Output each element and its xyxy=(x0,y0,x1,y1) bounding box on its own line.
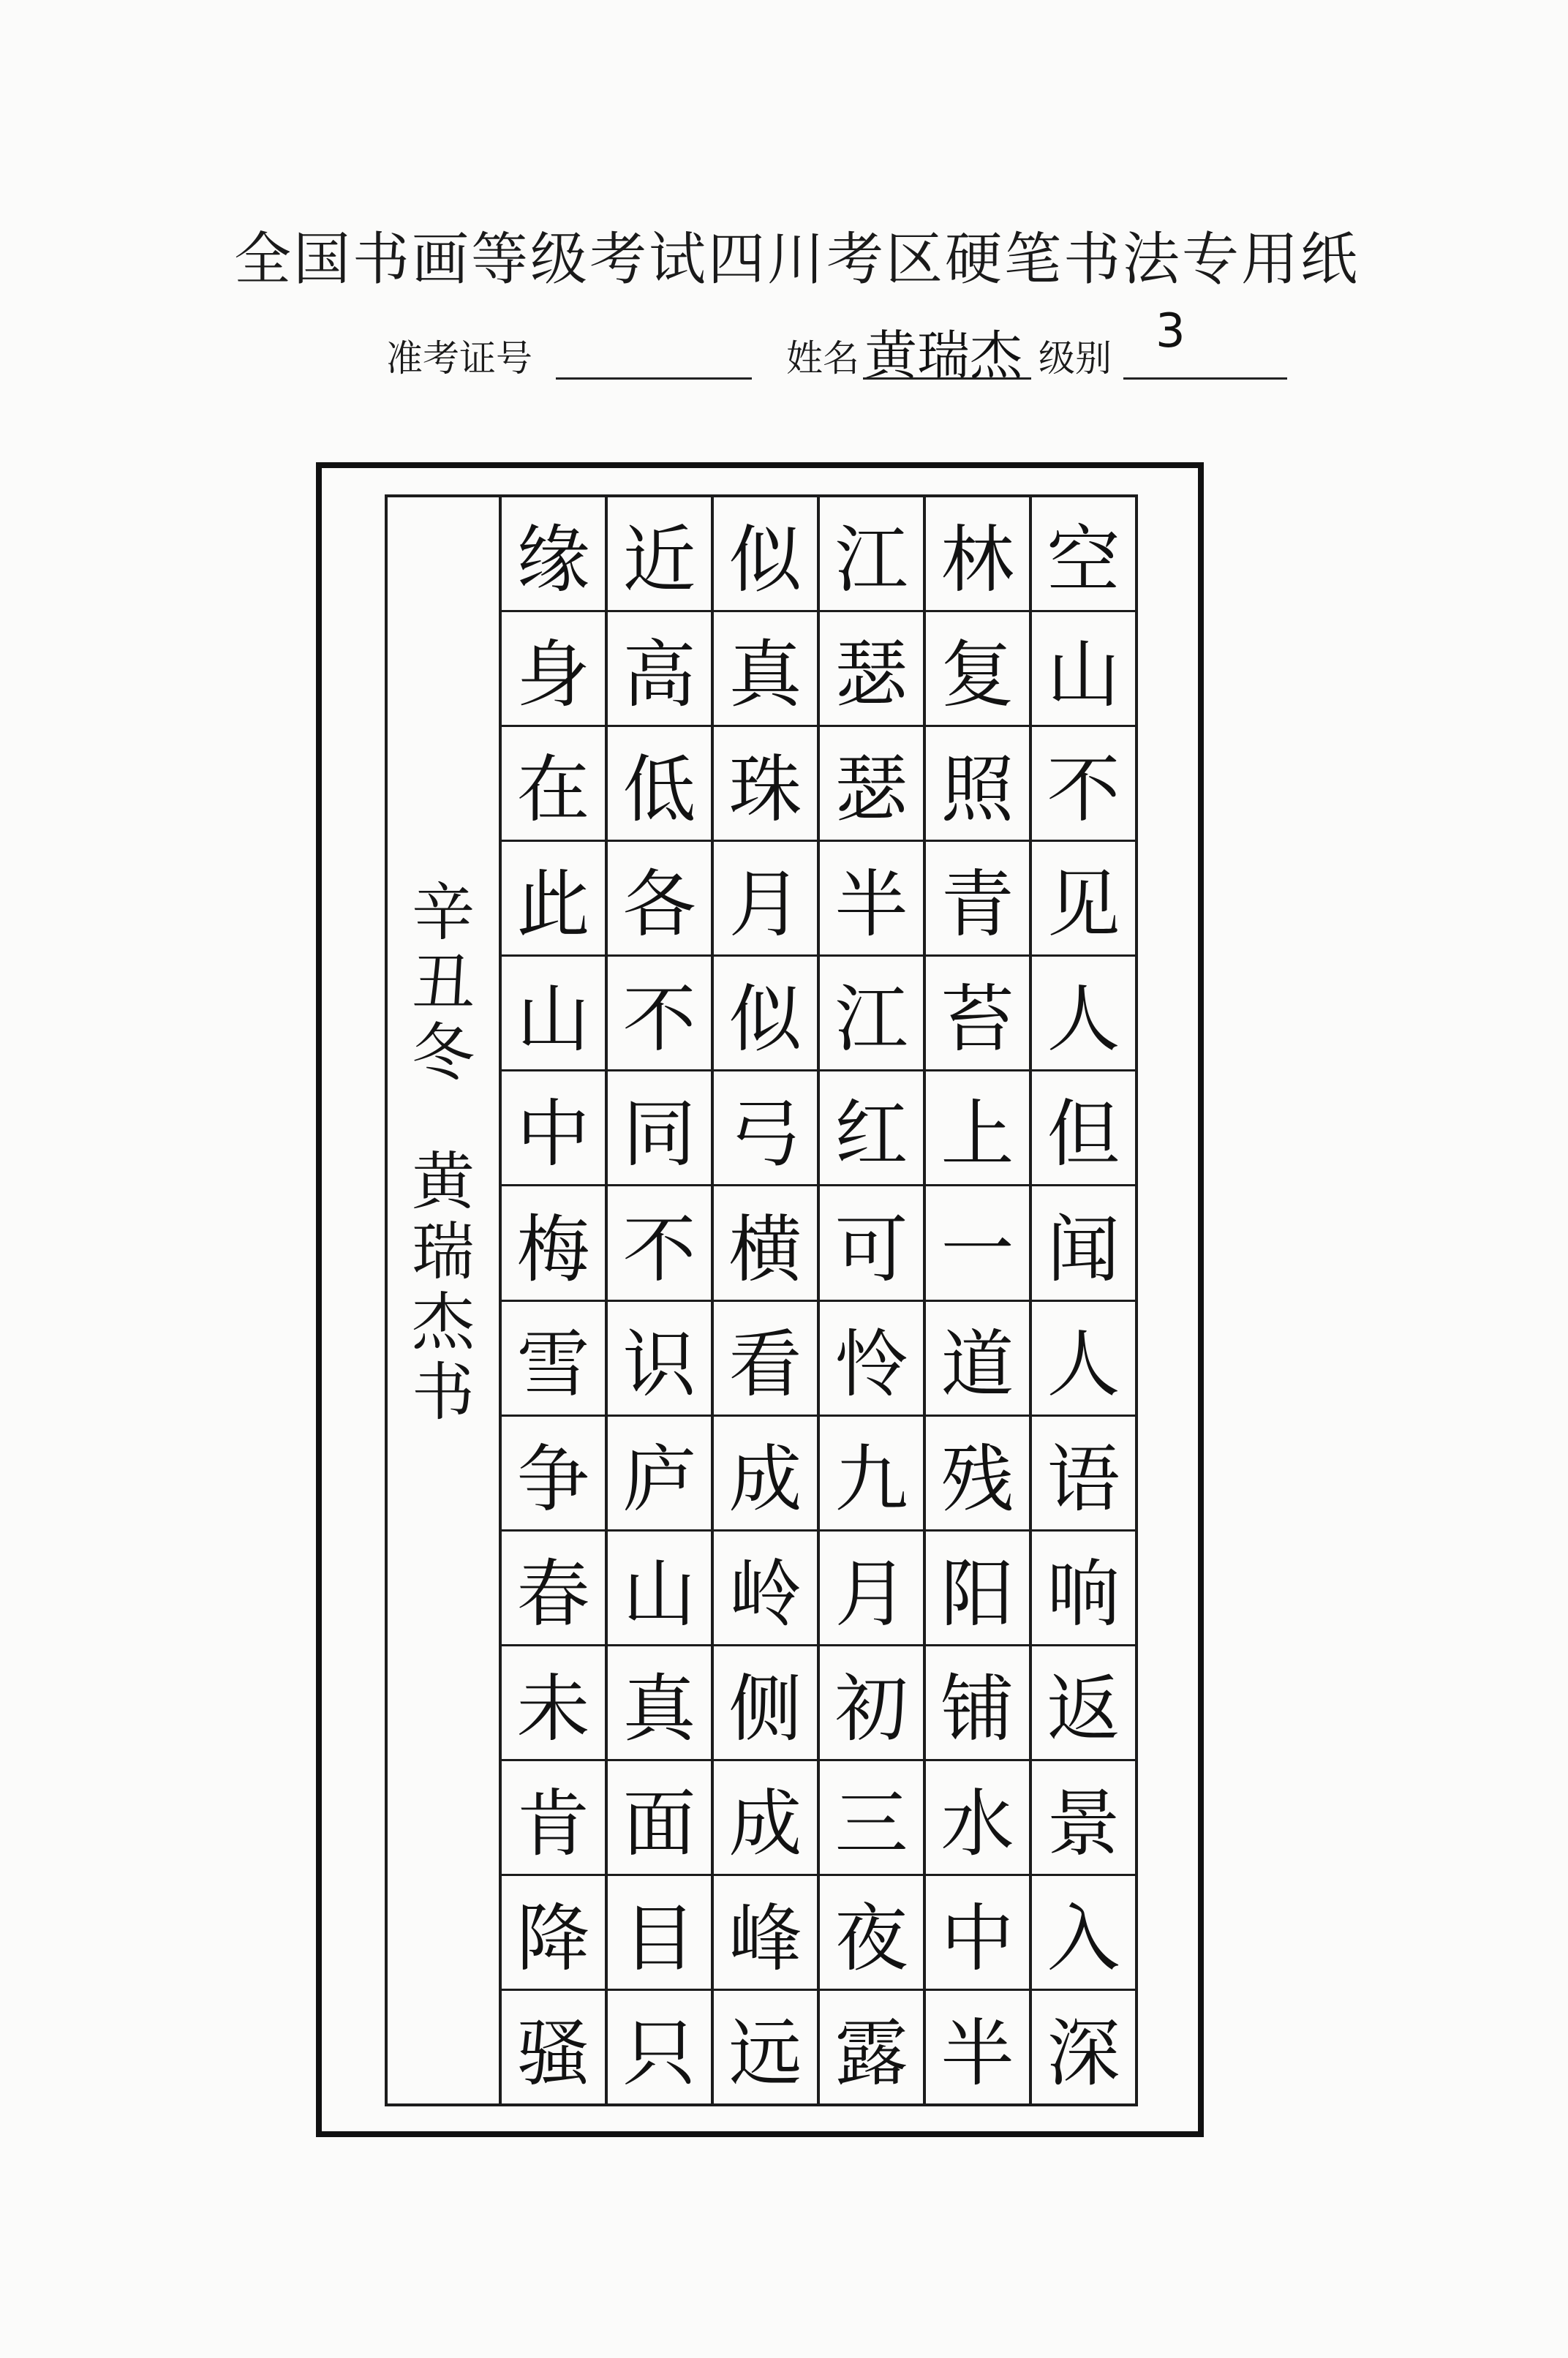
grid-cell: 人 xyxy=(1032,957,1135,1071)
grid-cell: 高 xyxy=(608,612,711,727)
grid-cell: 只 xyxy=(622,2011,696,2097)
grid-cell: 林 xyxy=(926,497,1029,612)
grid-cell: 真 xyxy=(714,612,817,727)
grid-cell: 阳 xyxy=(926,1532,1029,1646)
name-label: 姓名 xyxy=(786,337,859,380)
signature-char: 书 xyxy=(412,1356,475,1429)
grid-cell: 道 xyxy=(926,1302,1029,1417)
grid-cell: 半 xyxy=(820,842,923,957)
grid-cell: 不 xyxy=(608,1186,711,1301)
grid-column xyxy=(714,497,820,2103)
grid-cell: 苔 xyxy=(926,957,1029,1071)
grid-cell: 中 xyxy=(502,1071,605,1186)
grid-cell: 弓 xyxy=(714,1071,817,1186)
writing-grid xyxy=(385,494,1138,2106)
grid-cell: 似 xyxy=(714,957,817,1071)
grid-cell: 骚 xyxy=(516,2011,590,2097)
grid-cell: 返 xyxy=(1032,1646,1135,1761)
grid-cell: 可 xyxy=(820,1186,923,1301)
grid-cell: 九 xyxy=(820,1417,923,1532)
signature-char: 杰 xyxy=(412,1286,475,1359)
signature-column xyxy=(388,497,502,2103)
grid-cell: 闻 xyxy=(1032,1186,1135,1301)
grid-cell: 此 xyxy=(502,842,605,957)
grid-cell: 身 xyxy=(502,612,605,727)
grid-cell: 水 xyxy=(926,1761,1029,1876)
grid-cell: 岭 xyxy=(714,1532,817,1646)
grid-cell: 山 xyxy=(1032,612,1135,727)
grid-cell: 上 xyxy=(926,1071,1029,1186)
grid-cell: 春 xyxy=(502,1532,605,1646)
grid-column xyxy=(608,497,714,2103)
candidate-info xyxy=(0,304,1568,388)
grid-column xyxy=(820,497,926,2103)
level-label: 级别 xyxy=(1039,337,1112,380)
grid-column xyxy=(926,497,1032,2103)
grid-cell: 江 xyxy=(820,957,923,1071)
grid-cell: 响 xyxy=(1032,1532,1135,1646)
grid-cell: 景 xyxy=(1032,1761,1135,1876)
grid-cell: 缘 xyxy=(502,497,605,612)
grid-cell: 怜 xyxy=(820,1302,923,1417)
grid-cell: 不 xyxy=(1032,727,1135,842)
grid-cell: 红 xyxy=(820,1071,923,1186)
grid-cell: 成 xyxy=(714,1761,817,1876)
grid-cell: 青 xyxy=(926,842,1029,957)
character-columns xyxy=(502,497,1135,2103)
exam-id-label: 准考证号 xyxy=(386,337,532,380)
grid-cell: 人 xyxy=(1032,1302,1135,1417)
grid-cell: 残 xyxy=(926,1417,1029,1532)
grid-cell: 复 xyxy=(926,612,1029,727)
grid-column xyxy=(502,497,608,2103)
grid-cell: 三 xyxy=(820,1761,923,1876)
grid-cell: 月 xyxy=(820,1532,923,1646)
signature-author xyxy=(412,1147,475,1428)
grid-cell: 瑟 xyxy=(820,727,923,842)
grid-cell: 真 xyxy=(608,1646,711,1761)
grid-cell: 不 xyxy=(608,957,711,1071)
grid-cell: 肯 xyxy=(502,1761,605,1876)
grid-cell: 看 xyxy=(714,1302,817,1417)
signature xyxy=(388,878,499,1428)
grid-cell: 瑟 xyxy=(820,612,923,727)
grid-cell: 低 xyxy=(608,727,711,842)
exam-id-field[interactable] xyxy=(556,377,752,380)
grid-cell: 一 xyxy=(926,1186,1029,1301)
grid-cell: 初 xyxy=(820,1646,923,1761)
grid-cell: 山 xyxy=(608,1532,711,1646)
signature-date xyxy=(412,878,475,1088)
grid-cell: 入 xyxy=(1032,1876,1135,1991)
grid-cell: 铺 xyxy=(926,1646,1029,1761)
grid-cell: 珠 xyxy=(714,727,817,842)
grid-cell: 同 xyxy=(608,1071,711,1186)
grid-cell: 近 xyxy=(608,497,711,612)
grid-cell: 但 xyxy=(1032,1071,1135,1186)
grid-cell: 降 xyxy=(502,1876,605,1991)
signature-char: 丑 xyxy=(412,946,475,1020)
level-field[interactable] xyxy=(1123,377,1287,380)
grid-cell: 夜 xyxy=(820,1876,923,1991)
signature-char: 黄 xyxy=(412,1145,475,1218)
grid-cell: 峰 xyxy=(714,1876,817,1991)
grid-cell: 似 xyxy=(714,497,817,612)
grid-cell: 庐 xyxy=(608,1417,711,1532)
grid-cell: 目 xyxy=(608,1876,711,1991)
grid-cell: 未 xyxy=(502,1646,605,1761)
grid-cell: 空 xyxy=(1032,497,1135,612)
grid-cell: 争 xyxy=(502,1417,605,1532)
grid-cell: 在 xyxy=(502,727,605,842)
signature-char: 冬 xyxy=(412,1017,475,1090)
grid-cell: 各 xyxy=(608,842,711,957)
grid-cell: 语 xyxy=(1032,1417,1135,1532)
signature-char: 辛 xyxy=(412,876,475,949)
grid-cell: 雪 xyxy=(502,1302,605,1417)
grid-cell: 山 xyxy=(502,957,605,1071)
signature-char: 瑞 xyxy=(412,1216,475,1289)
grid-cell: 半 xyxy=(941,2011,1014,2097)
grid-cell: 远 xyxy=(728,2011,802,2097)
grid-cell: 识 xyxy=(608,1302,711,1417)
grid-cell: 月 xyxy=(714,842,817,957)
grid-cell: 中 xyxy=(926,1876,1029,1991)
grid-cell: 江 xyxy=(820,497,923,612)
grid-cell: 面 xyxy=(608,1761,711,1876)
page-title: 全国书画等级考试四川考区硬笔书法专用纸 xyxy=(234,227,1360,293)
grid-cell: 照 xyxy=(926,727,1029,842)
grid-cell: 梅 xyxy=(502,1186,605,1301)
grid-cell: 侧 xyxy=(714,1646,817,1761)
name-value: 黄瑞杰 xyxy=(864,325,1023,386)
grid-cell: 露 xyxy=(834,2011,908,2097)
level-value: 3 xyxy=(1156,304,1186,358)
grid-cell: 成 xyxy=(714,1417,817,1532)
grid-column xyxy=(1032,497,1135,2103)
grid-cell: 见 xyxy=(1032,842,1135,957)
grid-cell: 深 xyxy=(1047,2011,1120,2097)
calligraphy-sheet xyxy=(316,462,1204,2137)
grid-cell: 横 xyxy=(714,1186,817,1301)
